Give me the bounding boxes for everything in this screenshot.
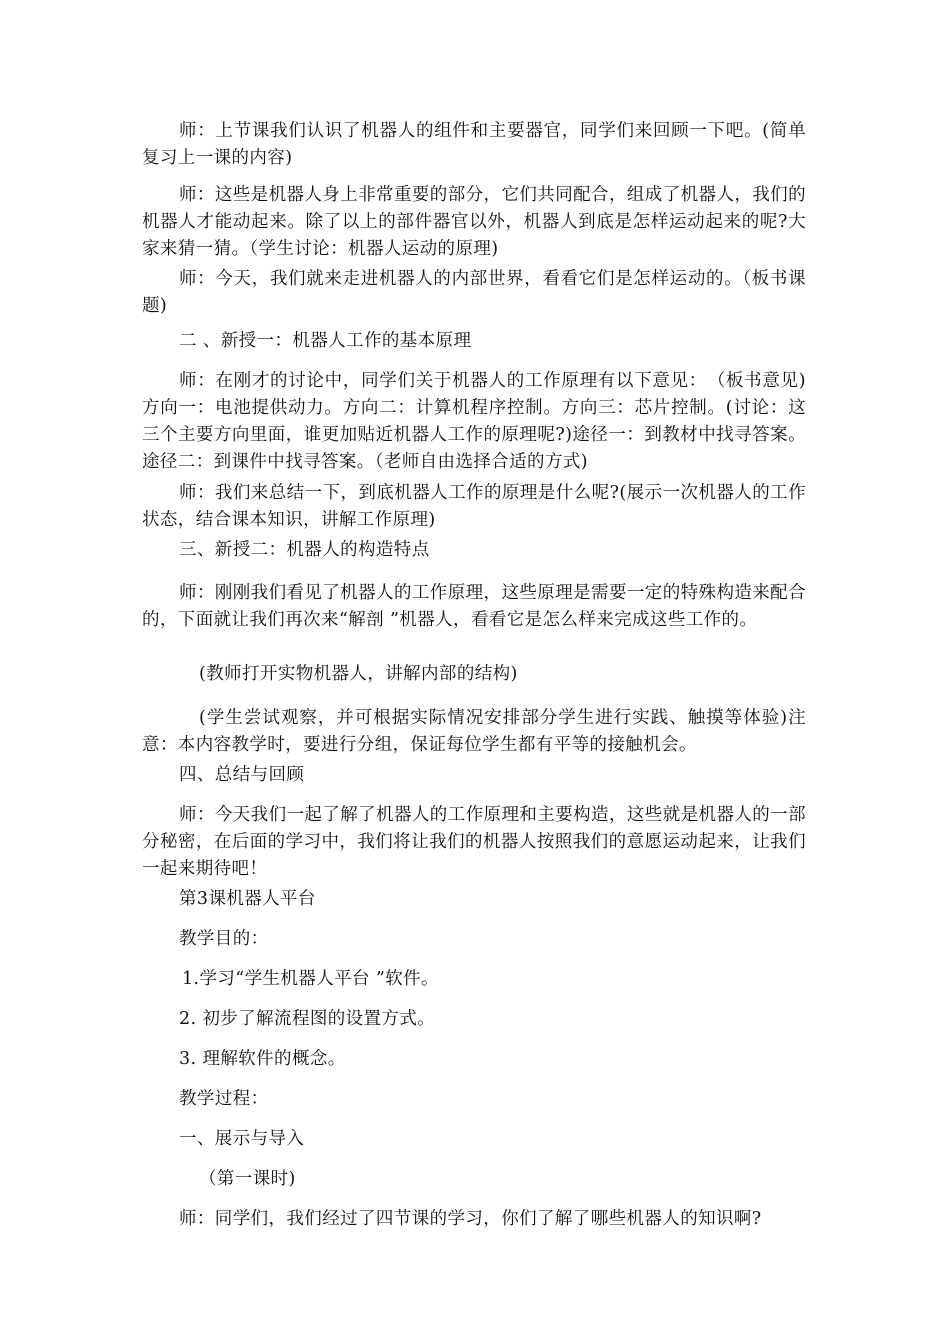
paragraph-review: 师：上节课我们认识了机器人的组件和主要器官，同学们来回顾一下吧。(简单复习上一课的内容)	[142, 121, 806, 168]
teaching-goals-heading: 教学目的：	[179, 929, 269, 949]
paragraph-question: 师：同学们，我们经过了四节课的学习，你们了解了哪些机器人的知识啊?	[179, 1209, 762, 1229]
paragraph-today: 师：今天，我们就来走进机器人的内部世界，看看它们是怎样运动的。（板书课题)	[142, 269, 806, 316]
paragraph-discussion: 师：在刚才的讨论中，同学们关于机器人的工作原理有以下意见： （板书意见)方向一：电池提供动力。方向二：计算机程序控制。方向三：芯片控制。(讨论：这三个主要方向里面，谁更加贴近机器人工作的原理呢?)途径一：到教材中找寻答案。途径二：到课件中找寻答案。（老师自由选择合适的方式)	[142, 371, 806, 472]
paragraph-components: 师：这些是机器人身上非常重要的部分，它们共同配合，组成了机器人，我们的机器人才能动起来。除了以上的部件器官以外，机器人到底是怎样运动起来的呢?大家来猜一猜。（学生讨论：机器人运动的原理)	[142, 185, 806, 259]
goal-item-3: 3. 理解软件的概念。	[179, 1049, 346, 1069]
paragraph-student-observe: (学生尝试观察，并可根据实际情况安排部分学生进行实践、触摸等体验)注意：本内容教学时，要进行分组，保证每位学生都有平等的接触机会。	[142, 708, 806, 755]
section-heading-4: 四、总结与回顾	[179, 765, 305, 785]
paragraph-summary-principle: 师：我们来总结一下，到底机器人工作的原理是什么呢?(展示一次机器人的工作状态，结合课本知识，讲解工作原理)	[142, 483, 806, 530]
section-heading-3: 三、新授二：机器人的构造特点	[179, 540, 430, 560]
section-heading-2: 二 、新授一：机器人工作的基本原理	[179, 331, 472, 351]
goal-item-1: 1.学习“学生机器人平台 ”软件。	[182, 969, 439, 989]
lesson-title: 第3课机器人平台	[179, 889, 316, 909]
paragraph-teacher-open: (教师打开实物机器人，讲解内部的结构)	[199, 664, 518, 684]
paragraph-structure: 师：刚刚我们看见了机器人的工作原理，这些原理是需要一定的特殊构造来配合的，下面就让我们再次来“解剖 ”机器人，看看它是怎么样来完成这些工作的。	[142, 583, 806, 630]
section-heading-1: 一、展示与导入	[179, 1129, 305, 1149]
goal-item-2: 2. 初步了解流程图的设置方式。	[179, 1009, 436, 1029]
first-lesson-label: （第一课时)	[199, 1169, 296, 1189]
paragraph-conclusion: 师：今天我们一起了解了机器人的工作原理和主要构造，这些就是机器人的一部分秘密，在后面的学习中，我们将让我们的机器人按照我们的意愿运动起来，让我们一起来期待吧！	[142, 805, 806, 879]
teaching-process-heading: 教学过程：	[179, 1089, 269, 1109]
